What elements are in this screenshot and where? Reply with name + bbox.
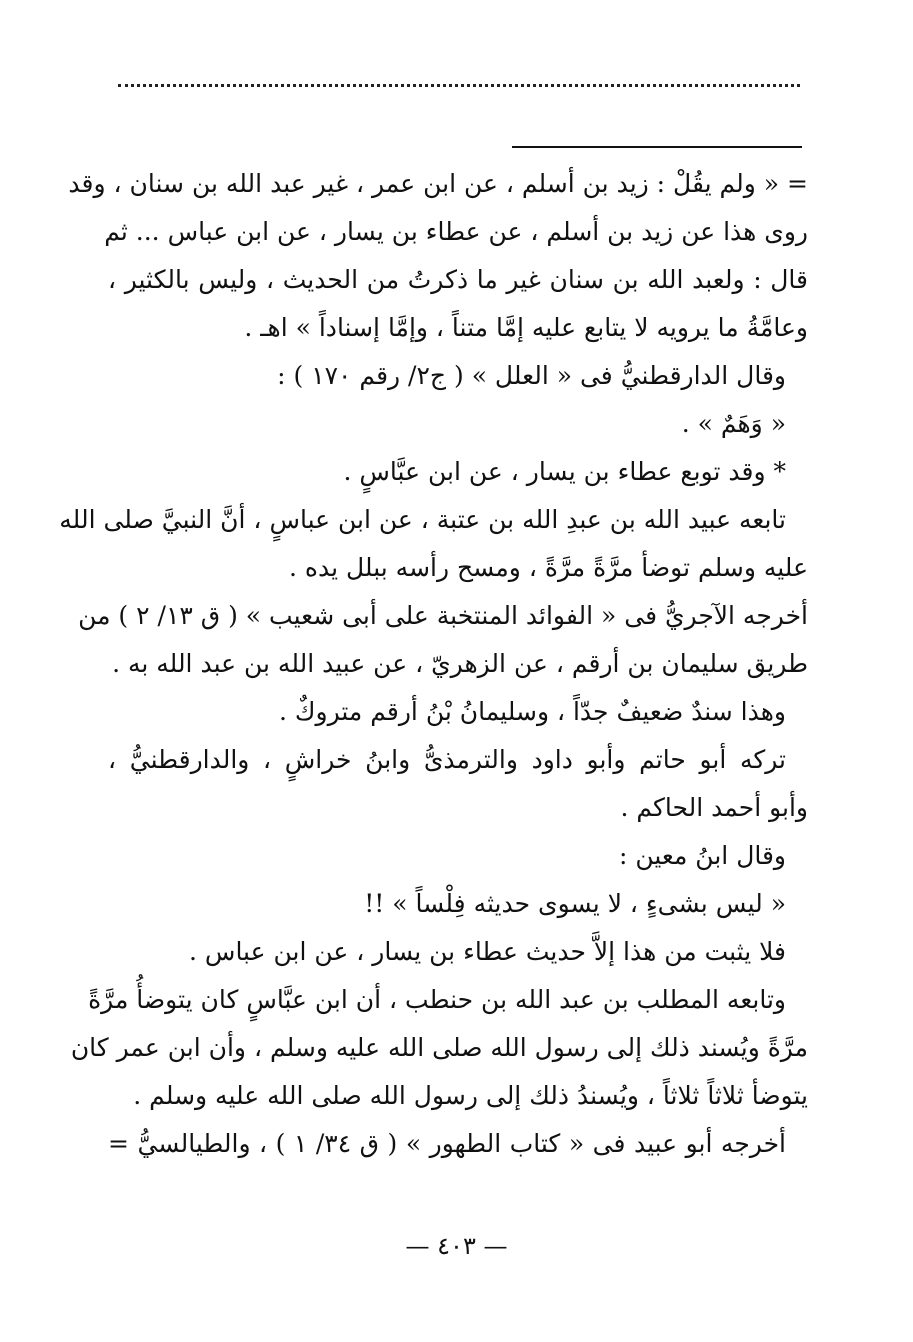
text-line: = « ولم يقُلْ : زيد بن أسلم ، عن ابن عمر ، غير عبد الله بن سنان ، وقد	[68, 169, 808, 198]
text-line: وقال ابنُ معين :	[618, 841, 786, 870]
text-line: وهذا سندٌ ضعيفٌ جدّاً ، وسليمانُ بْنُ أرقم متروكٌ .	[279, 697, 786, 726]
header-dotted-rule	[118, 84, 800, 93]
text-line: تابعه عبيد الله بن عبدِ الله بن عتبة ، عن ابن عباسٍ ، أنَّ النبيَّ صلى الله	[59, 505, 786, 534]
text-line: وأبو أحمد الحاكم .	[620, 793, 808, 822]
footnote-separator-rule	[512, 146, 802, 148]
text-line: مرَّةً ويُسند ذلك إلى رسول الله صلى الله عليه وسلم ، وأن ابن عمر كان	[70, 1033, 808, 1062]
text-line: تركه أبو حاتم وأبو داود والترمذىُّ وابنُ خراشٍ ، والدارقطنيُّ ،	[108, 745, 786, 774]
page-number: — ٤٠٣ —	[405, 1232, 508, 1260]
text-line: « ليس بشىءٍ ، لا يسوى حديثه فِلْساً » !!	[364, 889, 786, 918]
text-line: وعامَّةُ ما يرويه لا يتابع عليه إمَّا متناً ، وإمَّا إسناداً » اهـ .	[244, 313, 808, 342]
text-line: يتوضأ ثلاثاً ثلاثاً ، ويُسندُ ذلك إلى رسول الله صلى الله عليه وسلم .	[133, 1081, 808, 1110]
text-line: « وَهَمٌ » .	[681, 409, 786, 438]
text-line: عليه وسلم توضأ مرَّةً مرَّةً ، ومسح رأسه ببلل يده .	[288, 553, 808, 582]
text-line: فلا يثبت من هذا إلاَّ حديث عطاء بن يسار ، عن ابن عباس .	[189, 937, 786, 966]
text-line: قال : ولعبد الله بن سنان غير ما ذكرتُ من الحديث ، وليس بالكثير ،	[108, 265, 808, 294]
text-line: أخرجه أبو عبيد فى « كتاب الطهور » ( ق ٣٤/ ١ ) ، والطيالسيُّ =	[108, 1129, 786, 1158]
text-line: طريق سليمان بن أرقم ، عن الزهريّ ، عن عبيد الله بن عبد الله به .	[112, 649, 808, 678]
footnote-text-block	[59, 160, 808, 1168]
text-line: روى هذا عن زيد بن أسلم ، عن عطاء بن يسار ، عن ابن عباس ... ثم	[104, 217, 808, 246]
text-line: وقال الدارقطنيُّ فى « العلل » ( ج٢/ رقم ١٧٠ ) :	[277, 361, 786, 390]
text-line: وتابعه المطلب بن عبد الله بن حنطب ، أن ابن عبَّاسٍ كان يتوضأُ مرَّةً	[88, 985, 786, 1014]
text-line: * وقد توبع عطاء بن يسار ، عن ابن عبَّاسٍ .	[343, 457, 786, 486]
text-line: أخرجه الآجريُّ فى « الفوائد المنتخبة على أبى شعيب » ( ق ١٣/ ٢ ) من	[78, 601, 808, 630]
